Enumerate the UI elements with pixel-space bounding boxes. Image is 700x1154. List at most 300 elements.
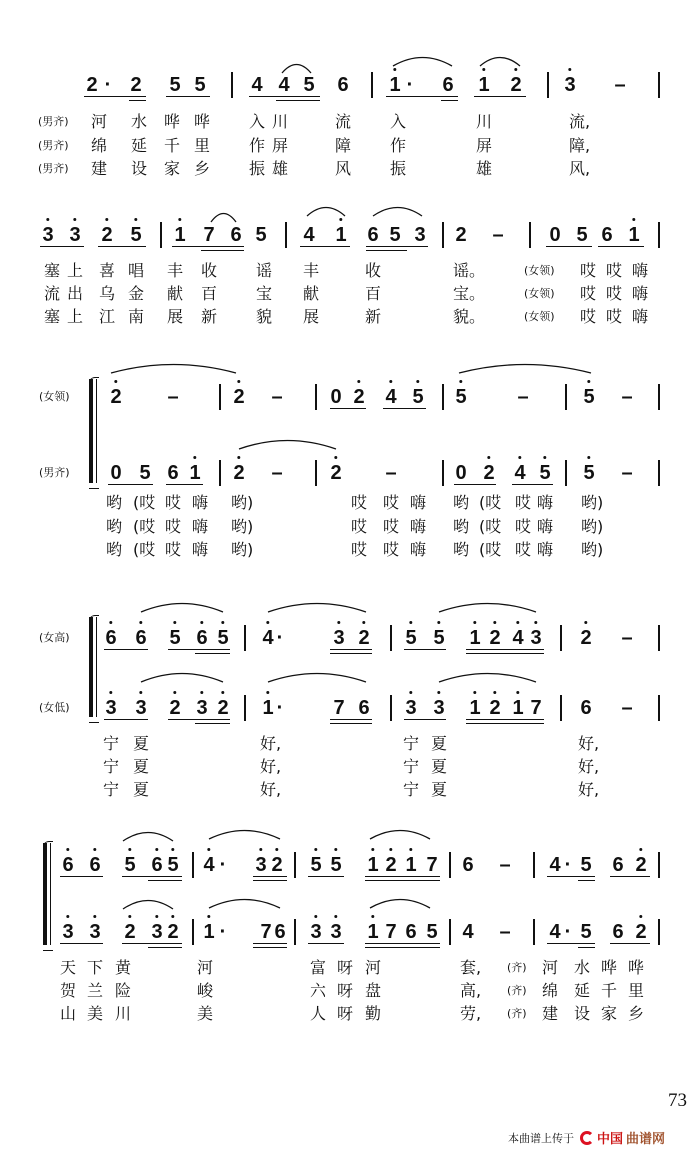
note: 6 (612, 854, 624, 876)
lyric-syllable: 哎 (383, 540, 400, 559)
lyric-syllable: 嗨 (410, 540, 427, 559)
octave-dot-above (639, 848, 642, 851)
slur (211, 214, 236, 223)
bar-line (658, 695, 660, 721)
note: 5 (455, 386, 467, 408)
lyric-syllable: 美 (87, 1004, 104, 1023)
note: 6 (442, 74, 454, 96)
note: 2 (167, 921, 179, 943)
underline-beam (168, 649, 230, 650)
slur (439, 674, 536, 683)
note: 4 (385, 386, 397, 408)
octave-dot-above (473, 621, 476, 624)
lyric-syllable: 呀 (337, 1004, 354, 1023)
octave-dot-above (155, 848, 158, 851)
voice-part-label: (男齐) (39, 466, 70, 479)
lyric-syllable: 屏 (476, 136, 493, 155)
octave-dot-above (334, 915, 337, 918)
sustain-dash: – (492, 224, 504, 246)
note: 3 (433, 697, 445, 719)
site-logo[interactable] (580, 1128, 665, 1147)
note: 2 (233, 386, 245, 408)
underline-beam (253, 880, 287, 881)
note: 3 (89, 921, 101, 943)
bar-line (442, 460, 444, 486)
underline-beam (512, 484, 553, 485)
voice-part-label: (女领) (39, 390, 70, 403)
lyric-syllable: 夏 (133, 780, 150, 799)
lyric-syllable: 雄 (272, 159, 289, 178)
underline-beam (84, 96, 146, 97)
note: 2 (217, 697, 229, 719)
lyric-syllable: 河 (91, 112, 108, 131)
lyric-syllable: 哎 (165, 517, 182, 536)
lyric-syllable: 嗨 (632, 307, 649, 326)
note: 6 (196, 627, 208, 649)
logo-icon (580, 1131, 594, 1145)
underline-beam (330, 408, 366, 409)
note: 3 (405, 697, 417, 719)
underline-beam (546, 246, 592, 247)
underline-beam (308, 876, 344, 877)
lyric-syllable: 哗 (164, 112, 181, 131)
note: 3 (196, 697, 208, 719)
bar-line (192, 852, 194, 878)
sustain-dash: – (621, 386, 633, 408)
octave-dot-above (493, 621, 496, 624)
note: 0 (455, 462, 467, 484)
note: 5 (124, 854, 136, 876)
lyric-syllable: 延 (574, 981, 591, 1000)
lyric-syllable: 延 (131, 136, 148, 155)
octave-dot-above (314, 915, 317, 918)
note: 2 (271, 854, 283, 876)
lyric-syllable: 盘 (365, 981, 382, 1000)
lyric-syllable: 川 (476, 112, 493, 131)
sustain-dash: – (385, 462, 397, 484)
lyric-syllable: 唱 (128, 261, 145, 280)
lyric-syllable: 哎 (580, 261, 597, 280)
bar-line (244, 695, 246, 721)
lyric-part-label: (男齐) (38, 115, 69, 128)
slur (268, 674, 366, 683)
lyric-syllable: 风, (569, 159, 591, 178)
underline-beam (383, 408, 426, 409)
lyric-syllable: 嗨 (192, 517, 209, 536)
lyric-syllable: 入 (249, 112, 266, 131)
lyric-syllable: 宁 (103, 734, 120, 753)
lyric-syllable: 流 (335, 112, 352, 131)
octave-dot-above (200, 621, 203, 624)
lyric-syllable: 雄 (476, 159, 493, 178)
bar-line (371, 72, 373, 98)
lyric-syllable: 宝 (256, 284, 273, 303)
note: 2 (169, 697, 181, 719)
underline-beam (148, 880, 182, 881)
octave-dot-above (437, 621, 440, 624)
note: 5 (303, 74, 315, 96)
note: 7 (333, 697, 345, 719)
page-number: 73 (668, 1090, 687, 1111)
note: 1 (367, 921, 379, 943)
octave-dot-above (371, 915, 374, 918)
lyric-syllable: 宁 (403, 757, 420, 776)
slur (123, 901, 173, 910)
underline-beam (386, 96, 458, 97)
underline-beam (98, 246, 146, 247)
lyric-syllable: 展 (303, 307, 320, 326)
octave-dot-above (518, 456, 521, 459)
underline-beam (474, 96, 526, 97)
lyric-syllable: 哟 (453, 493, 470, 512)
lyric-syllable: 峻 (197, 981, 214, 1000)
lyric-syllable: 家 (601, 1004, 618, 1023)
lyric-syllable: 河 (542, 958, 559, 977)
underline-beam (148, 947, 182, 948)
slur (373, 208, 422, 217)
lyric-syllable: 川 (272, 112, 289, 131)
note: 2 (635, 854, 647, 876)
lyric-syllable: 哎 (351, 540, 368, 559)
lyric-syllable: 哎 (165, 493, 182, 512)
lyric-syllable: 宁 (403, 780, 420, 799)
note: 2 (385, 854, 397, 876)
octave-dot-above (221, 691, 224, 694)
octave-dot-above (389, 848, 392, 851)
lyric-syllable: (哎 (479, 540, 502, 559)
underline-beam (60, 943, 103, 944)
lyric-syllable: 哗 (194, 112, 211, 131)
note: 6 (274, 921, 286, 943)
lyric-syllable: 水 (131, 112, 148, 131)
lyric-syllable: 谣。 (453, 261, 486, 280)
slur (370, 831, 430, 840)
lyric-syllable: 丰 (303, 261, 320, 280)
lyric-syllable: 哟) (581, 540, 604, 559)
underline-beam (366, 250, 407, 251)
lyric-syllable: 嗨 (537, 493, 554, 512)
octave-dot-above (393, 68, 396, 71)
lyric-syllable: 夏 (431, 757, 448, 776)
octave-dot-above (437, 691, 440, 694)
lyric-syllable: 六 (310, 981, 327, 1000)
slur (307, 208, 345, 217)
note: 4 (514, 462, 526, 484)
octave-dot-above (105, 218, 108, 221)
lyric-syllable: 建 (91, 159, 108, 178)
underline-beam (365, 947, 440, 948)
octave-dot-above (266, 691, 269, 694)
octave-dot-above (587, 456, 590, 459)
slur (209, 900, 280, 909)
note: 6 (358, 697, 370, 719)
lyric-part-label: (女领) (524, 264, 555, 277)
octave-dot-above (66, 848, 69, 851)
lyric-part-label: (齐) (507, 984, 527, 997)
note: 3 (333, 627, 345, 649)
octave-dot-above (237, 380, 240, 383)
bar-line (315, 460, 317, 486)
bracket-hook-top (89, 377, 99, 384)
note: 1 (628, 224, 640, 246)
bar-line (285, 222, 287, 248)
underline-beam (366, 246, 428, 247)
sustain-dash: – (517, 386, 529, 408)
note: 2 (101, 224, 113, 246)
note: 6 (462, 854, 474, 876)
note: 5 (169, 74, 181, 96)
octave-dot-above (73, 218, 76, 221)
note: 5 (405, 627, 417, 649)
lyric-syllable: 川 (115, 1004, 132, 1023)
augmentation-dot: · (276, 627, 284, 649)
bar-line (547, 72, 549, 98)
lyric-syllable: 上 (67, 261, 84, 280)
note: 6 (151, 854, 163, 876)
underline-beam (578, 880, 595, 881)
underline-beam (441, 100, 458, 101)
lyric-syllable: 夏 (133, 757, 150, 776)
lyric-syllable: (哎 (479, 517, 502, 536)
octave-dot-above (639, 915, 642, 918)
note: 4 (251, 74, 263, 96)
lyric-syllable: 好, (260, 734, 282, 753)
lyric-syllable: 哎 (383, 493, 400, 512)
octave-dot-above (221, 621, 224, 624)
slur (439, 604, 536, 613)
note: 3 (255, 854, 267, 876)
lyric-syllable: 建 (542, 1004, 559, 1023)
note: 1 (469, 697, 481, 719)
octave-dot-above (171, 915, 174, 918)
note: 2 (489, 697, 501, 719)
underline-beam (122, 876, 182, 877)
octave-dot-above (487, 456, 490, 459)
note: 2 (358, 627, 370, 649)
bar-line (658, 384, 660, 410)
lyric-syllable: 哟 (106, 540, 123, 559)
bar-line (449, 852, 451, 878)
lyric-syllable: 乡 (628, 1004, 645, 1023)
underline-beam (547, 943, 595, 944)
lyric-syllable: 山 (60, 1004, 77, 1023)
octave-dot-above (259, 848, 262, 851)
note: 0 (330, 386, 342, 408)
octave-dot-above (371, 848, 374, 851)
note: 4 (203, 854, 215, 876)
lyric-syllable: 河 (197, 958, 214, 977)
octave-dot-above (534, 621, 537, 624)
lyric-syllable: 哎 (515, 517, 532, 536)
note: 5 (576, 224, 588, 246)
system-bracket (89, 617, 93, 717)
octave-dot-above (93, 915, 96, 918)
bar-line (529, 222, 531, 248)
augmentation-dot: · (219, 854, 227, 876)
lyric-syllable: 哟 (453, 517, 470, 536)
lyric-syllable: 高, (460, 981, 482, 1000)
voice-part-label: (女低) (39, 701, 70, 714)
slur (141, 674, 223, 683)
underline-beam (365, 943, 440, 944)
note: 2 (233, 462, 245, 484)
logo-text-2: 曲谱网 (626, 1131, 666, 1146)
octave-dot-above (200, 691, 203, 694)
octave-dot-above (357, 380, 360, 383)
underline-beam (172, 246, 244, 247)
lyric-syllable: 夏 (431, 734, 448, 753)
octave-dot-above (275, 848, 278, 851)
slur (282, 65, 311, 74)
note: 3 (414, 224, 426, 246)
lyric-syllable: 好, (578, 734, 600, 753)
lyric-syllable: 哎 (606, 284, 623, 303)
bar-line (390, 625, 392, 651)
slur (459, 365, 591, 374)
underline-beam (60, 876, 103, 877)
lyric-syllable: 哟) (581, 493, 604, 512)
lyric-part-label: (齐) (507, 1007, 527, 1020)
octave-dot-above (266, 621, 269, 624)
lyric-syllable: 宝。 (453, 284, 486, 303)
underline-beam (330, 719, 372, 720)
note: 5 (539, 462, 551, 484)
slur (111, 365, 236, 374)
lyric-syllable: 献 (167, 284, 184, 303)
note: 3 (530, 627, 542, 649)
lyric-syllable: 嗨 (537, 517, 554, 536)
lyric-syllable: 兰 (87, 981, 104, 1000)
octave-dot-above (459, 380, 462, 383)
lyric-syllable: 哎 (580, 284, 597, 303)
note: 1 (335, 224, 347, 246)
note: 1 (189, 462, 201, 484)
octave-dot-above (482, 68, 485, 71)
lyric-syllable: 水 (574, 958, 591, 977)
bracket-hook-top (43, 841, 53, 848)
slur (141, 604, 223, 613)
octave-dot-above (314, 848, 317, 851)
note: 5 (412, 386, 424, 408)
bar-line (658, 72, 660, 98)
lyric-syllable: 黄 (115, 958, 132, 977)
lyric-syllable: (哎 (133, 517, 156, 536)
note: 1 (174, 224, 186, 246)
lyric-part-label: (女领) (524, 287, 555, 300)
underline-beam (330, 649, 372, 650)
note: 1 (478, 74, 490, 96)
lyric-syllable: 设 (574, 1004, 591, 1023)
sustain-dash: – (167, 386, 179, 408)
lyric-syllable: 入 (390, 112, 407, 131)
octave-dot-above (409, 621, 412, 624)
note: 4 (278, 74, 290, 96)
note: 4 (512, 627, 524, 649)
underline-beam (454, 484, 496, 485)
note: 5 (580, 921, 592, 943)
augmentation-dot: · (564, 854, 572, 876)
note: 5 (583, 462, 595, 484)
note: 3 (151, 921, 163, 943)
lyric-syllable: 哎 (351, 493, 368, 512)
lyric-syllable: 百 (365, 284, 382, 303)
bar-line (560, 625, 562, 651)
lyric-syllable: 绵 (542, 981, 559, 1000)
sustain-dash: – (271, 386, 283, 408)
note: 5 (330, 854, 342, 876)
note: 1 (469, 627, 481, 649)
underline-beam (578, 947, 595, 948)
lyric-syllable: 哎 (351, 517, 368, 536)
bar-line (442, 222, 444, 248)
bar-line (160, 222, 162, 248)
lyric-syllable: 哗 (601, 958, 618, 977)
lyric-syllable: 乡 (194, 159, 211, 178)
lyric-part-label: (男齐) (38, 162, 69, 175)
octave-dot-above (207, 915, 210, 918)
bar-line (390, 695, 392, 721)
octave-dot-above (568, 68, 571, 71)
note: 2 (353, 386, 365, 408)
lyric-syllable: 天 (60, 958, 77, 977)
note: 5 (217, 627, 229, 649)
underline-beam (610, 943, 650, 944)
octave-dot-above (155, 915, 158, 918)
lyric-syllable: (哎 (133, 540, 156, 559)
sustain-dash: – (621, 697, 633, 719)
underline-beam (195, 653, 230, 654)
underline-beam (168, 719, 230, 720)
octave-dot-above (193, 456, 196, 459)
lyric-syllable: 劳, (460, 1004, 482, 1023)
lyric-syllable: 献 (303, 284, 320, 303)
lyric-syllable: 哎 (383, 517, 400, 536)
note: 5 (310, 854, 322, 876)
octave-dot-above (493, 691, 496, 694)
underline-beam (129, 100, 146, 101)
bar-line (560, 695, 562, 721)
lyric-syllable: 宁 (403, 734, 420, 753)
note: 5 (169, 627, 181, 649)
lyric-syllable: 南 (128, 307, 145, 326)
footer-text: 本曲谱上传于 (508, 1131, 574, 1145)
underline-beam (547, 876, 595, 877)
note: 5 (389, 224, 401, 246)
note: 6 (167, 462, 179, 484)
augmentation-dot: · (104, 74, 112, 96)
system-bracket (89, 379, 93, 483)
note: 2 (489, 627, 501, 649)
underline-beam (610, 876, 650, 877)
lyric-syllable: 哟 (453, 540, 470, 559)
lyric-part-label: (齐) (507, 961, 527, 974)
note: 1 (262, 697, 274, 719)
lyric-syllable: 险 (115, 981, 132, 1000)
note: 2 (483, 462, 495, 484)
note: 6 (367, 224, 379, 246)
lyric-syllable: 人 (310, 1004, 327, 1023)
lyric-syllable: 下 (87, 958, 104, 977)
underline-beam (330, 653, 372, 654)
note: 7 (530, 697, 542, 719)
bar-line (449, 919, 451, 945)
bar-line (658, 919, 660, 945)
note: 6 (337, 74, 349, 96)
lyric-syllable: 嗨 (192, 540, 209, 559)
underline-beam (466, 719, 544, 720)
lyric-syllable: 喜 (99, 261, 116, 280)
lyric-syllable: 好, (260, 757, 282, 776)
